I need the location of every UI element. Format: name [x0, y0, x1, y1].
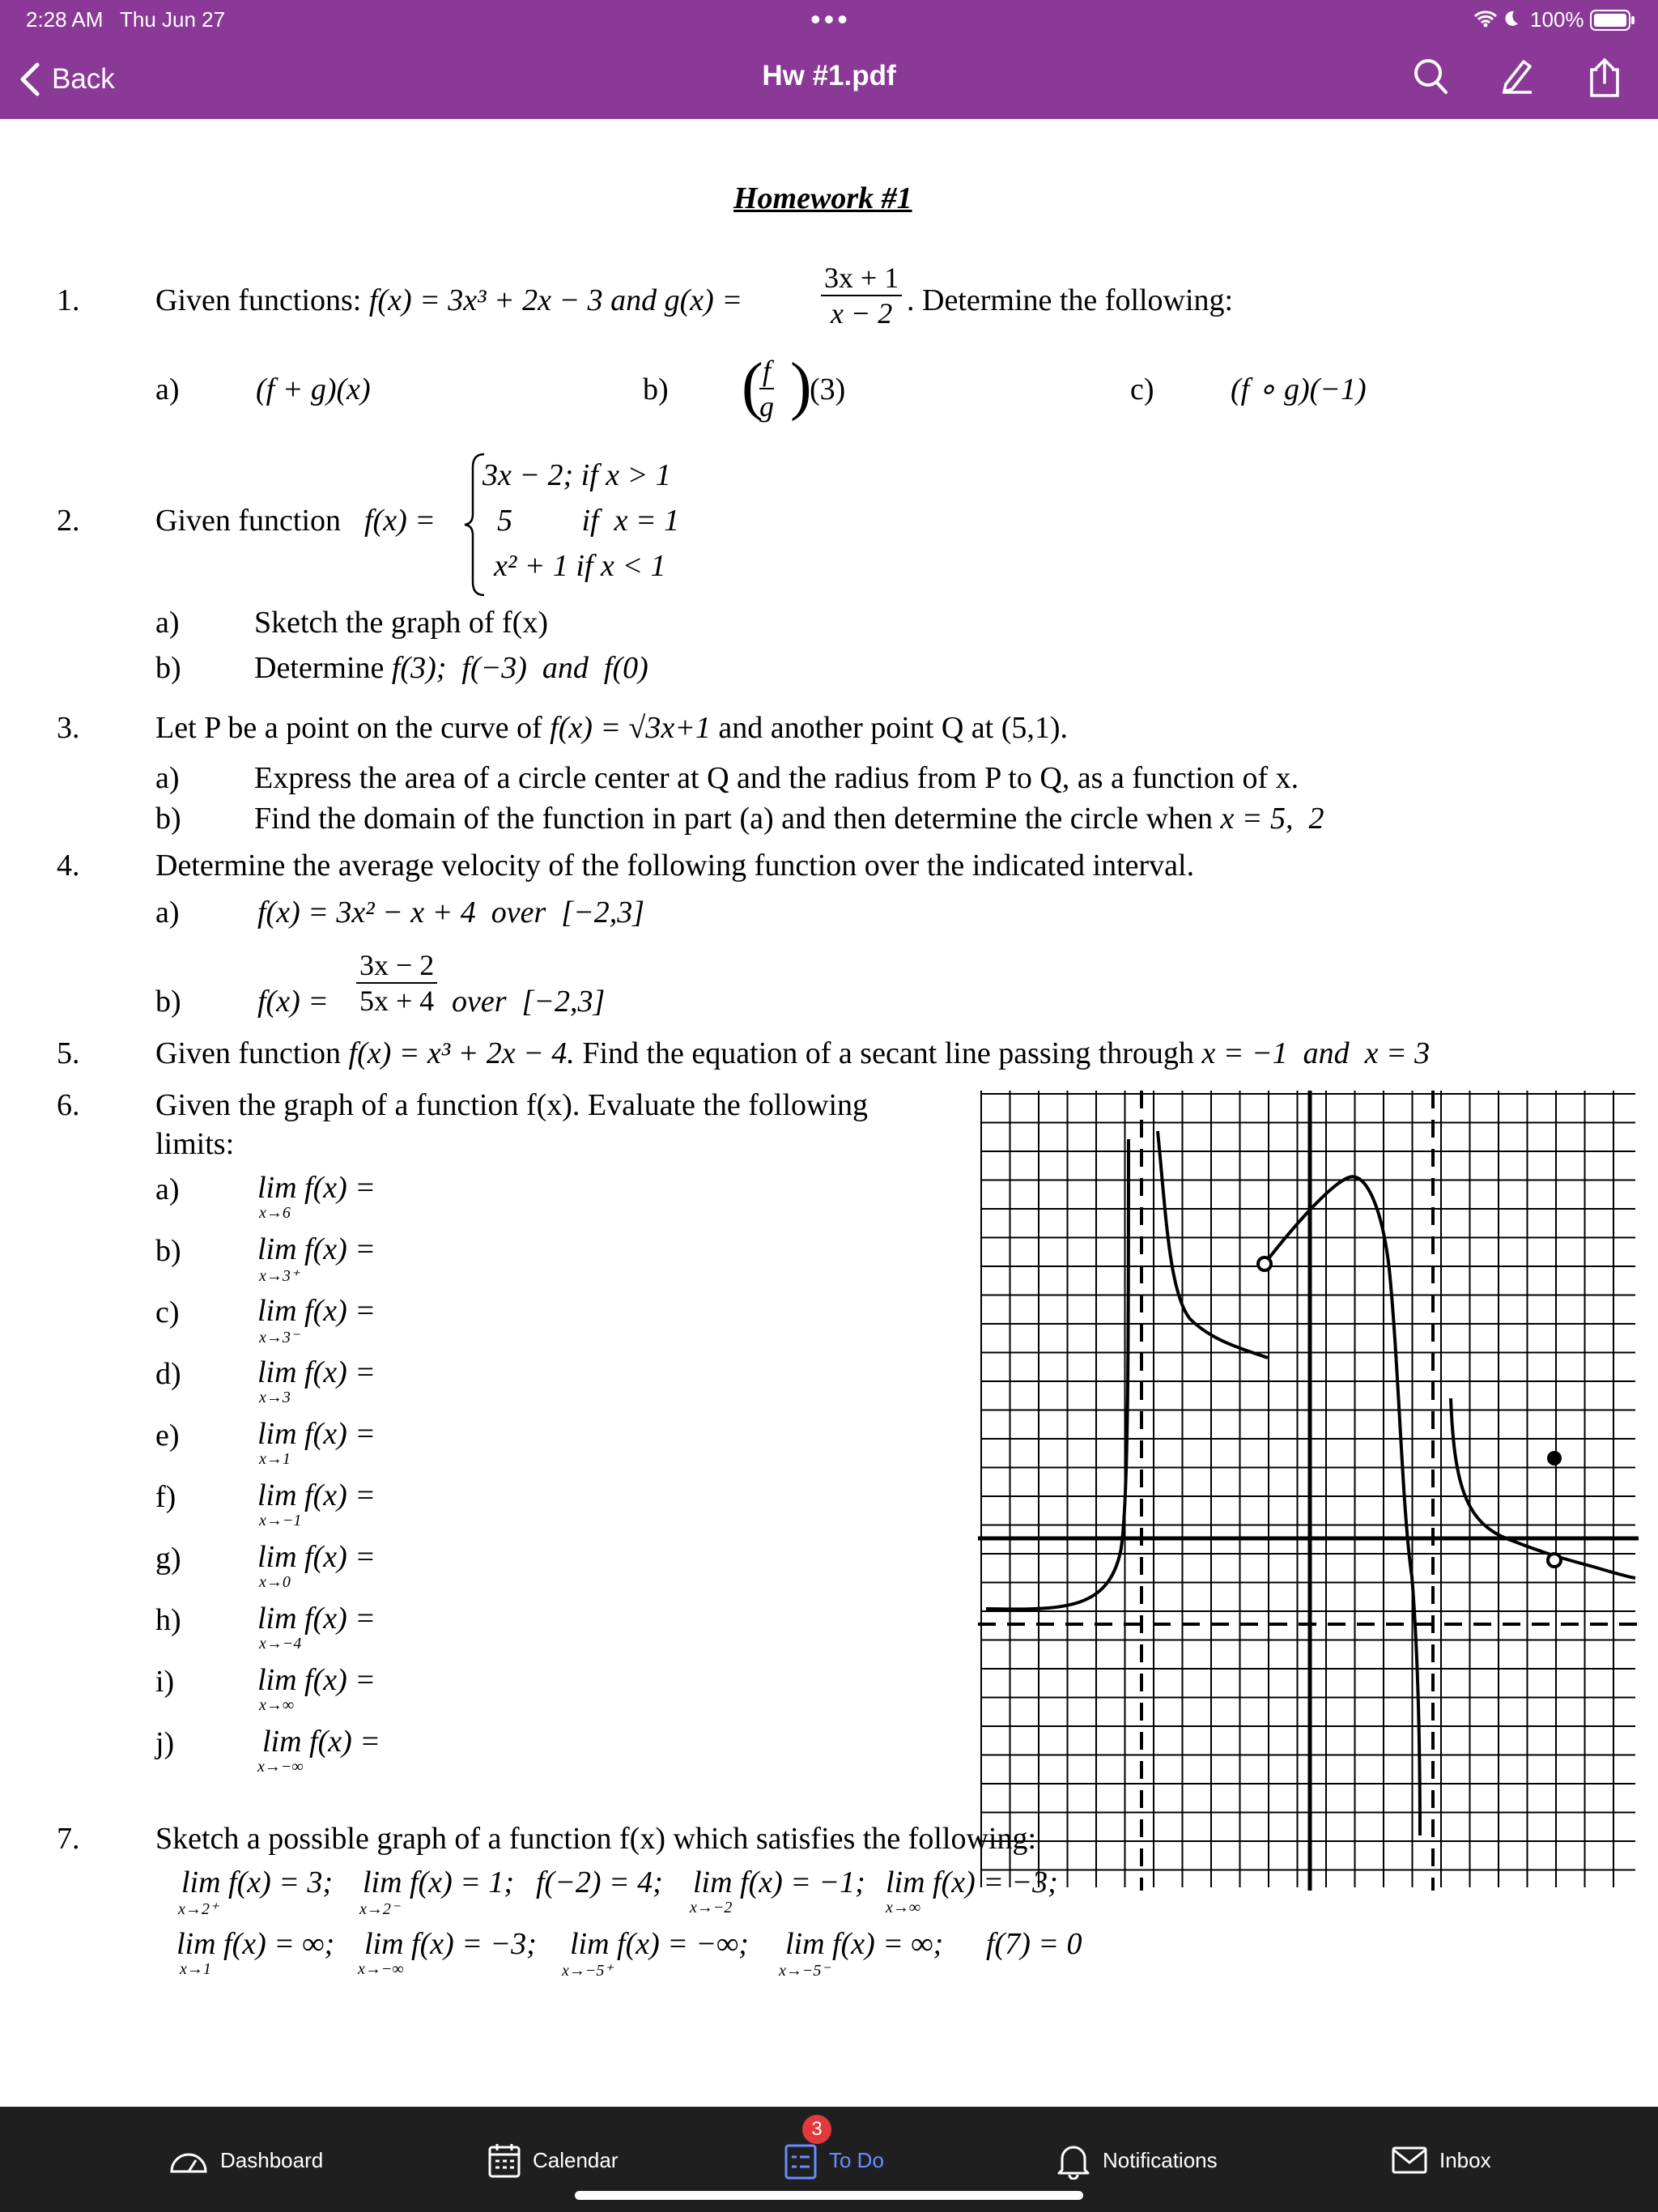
q6-limit-expr: lim f(x) = — [257, 1540, 376, 1574]
q4-b-label: b) — [155, 985, 181, 1019]
pdf-page — [0, 119, 1658, 2107]
q6-limit-expr: lim f(x) = — [257, 1602, 376, 1636]
q2-a-text: Sketch the graph of f(x) — [254, 606, 548, 640]
q6-limit-label: c) — [155, 1295, 180, 1329]
q2-b-pre: Determine — [254, 651, 385, 685]
q3-pre: Let P be a point on the curve of — [155, 711, 542, 745]
q6-limit-label: f) — [155, 1480, 176, 1514]
tab-dashboard[interactable] — [168, 2136, 323, 2184]
q6-limit-sub: x→3 — [259, 1389, 291, 1406]
q1-text — [155, 283, 742, 318]
back-label: Back — [52, 63, 115, 95]
wifi-icon — [1473, 10, 1498, 32]
more-dots-icon[interactable]: ••• — [810, 2, 851, 36]
q2-a-label: a) — [155, 606, 180, 640]
q6-limit-expr: lim f(x) = — [257, 1171, 376, 1205]
q3-b-expr: x = 5, 2 — [1220, 802, 1324, 836]
q3-point: (5,1). — [1001, 711, 1069, 745]
q1-a-label: a) — [155, 372, 180, 406]
q6-limit-label: g) — [155, 1542, 181, 1576]
q7-cond-sub: x→2⁺ — [178, 1900, 219, 1918]
share-icon[interactable] — [1587, 57, 1622, 103]
q6-limit-label: a) — [155, 1172, 180, 1206]
q1-b-arg: (3) — [810, 372, 846, 406]
q1-g-num: 3x + 1 — [821, 261, 902, 296]
tab-notifications-label: Notifications — [1103, 2147, 1218, 2172]
q4-b-fraction — [356, 948, 437, 1018]
q6-limit-sub: x→3⁺ — [259, 1267, 300, 1285]
closed-point — [1547, 1451, 1562, 1465]
q2-case3: x² + 1 if x < 1 — [494, 549, 666, 583]
document-title: Hw #1.pdf — [762, 60, 896, 91]
q7-text: Sketch a possible graph of a function f(x) which satisfies the following: — [155, 1822, 1037, 1856]
q3-a-text: Express the area of a circle center at Q and the radius from P to Q, as a function of x. — [254, 761, 1299, 795]
bell-icon — [1056, 2141, 1091, 2180]
annotate-pen-icon[interactable] — [1499, 57, 1535, 100]
q1-g-den: x − 2 — [831, 297, 893, 330]
q5-f: f(x) = x³ + 2x − 4. — [348, 1036, 575, 1070]
q1-a-expr: (f + g)(x) — [256, 372, 371, 406]
q7-cond-sub: x→2⁻ — [359, 1900, 400, 1918]
q1-g-lhs: g(x) = — [664, 283, 742, 317]
q7-cond: lim f(x) = 1; — [363, 1865, 515, 1899]
q7-cond: lim f(x) = ∞; — [785, 1927, 944, 1961]
q6-limit-label: h) — [155, 1603, 181, 1637]
battery-percent: 100% — [1530, 7, 1584, 32]
q2-b-text — [254, 650, 648, 686]
q5-text — [155, 1036, 1430, 1071]
q4-a-label: a) — [155, 895, 180, 929]
todo-icon — [784, 2141, 818, 2180]
q2-lhs: f(x) = — [364, 504, 436, 538]
q1-b-label: b) — [643, 372, 669, 406]
q6-limit-sub: x→−4 — [259, 1635, 302, 1653]
q7-cond-sub: x→∞ — [886, 1899, 921, 1916]
curve-right-branch — [1451, 1398, 1635, 1578]
q7-cond-sub: x→−5⁻ — [779, 1962, 830, 1980]
calendar-icon — [487, 2142, 521, 2179]
q6-limit-sub: x→0 — [259, 1573, 291, 1591]
q1-b-num: f — [759, 354, 774, 389]
q7-cond: lim f(x) = −3; — [364, 1927, 537, 1961]
q3-text — [155, 710, 1068, 746]
q3-f: f(x) = √3x+1 — [550, 711, 711, 745]
q7-cond: f(−2) = 4; — [536, 1865, 663, 1899]
todo-badge: 3 — [802, 2115, 831, 2144]
q4-a-expr: f(x) = 3x² − x + 4 over [−2,3] — [257, 895, 645, 929]
battery-icon — [1590, 10, 1635, 35]
tab-todo[interactable] — [784, 2136, 884, 2184]
q6-limit-expr: lim f(x) = — [257, 1355, 376, 1389]
q1-c-label: c) — [1130, 372, 1154, 406]
q7-cond-sub: x→1 — [180, 1960, 211, 1978]
q1-b-den: g — [759, 390, 774, 423]
q5-pre: Given function — [155, 1036, 342, 1070]
q6-limit-sub: x→1 — [259, 1450, 291, 1468]
q1-b-fraction — [759, 354, 774, 423]
q6-limit-expr: lim f(x) = — [262, 1725, 380, 1759]
moon-icon — [1503, 10, 1519, 32]
q6-number: 6. — [57, 1088, 80, 1122]
q6-limit-expr: lim f(x) = — [257, 1663, 376, 1697]
q5-number: 5. — [57, 1036, 80, 1070]
q6-limit-sub: x→∞ — [259, 1696, 295, 1714]
q6-limit-label: i) — [155, 1665, 175, 1699]
q3-a-label: a) — [155, 761, 180, 795]
q5-expr: x = −1 and x = 3 — [1201, 1036, 1431, 1070]
q3-b-text — [254, 801, 1324, 836]
q6-limit-sub: x→3⁻ — [259, 1329, 300, 1346]
q1-c-expr: (f ∘ g)(−1) — [1231, 372, 1367, 406]
q6-limit-label: d) — [155, 1357, 181, 1391]
q4-text: Determine the average velocity of the following function over the indicated interval. — [155, 849, 1195, 883]
q7-cond: lim f(x) = −∞; — [570, 1927, 749, 1961]
q3-number: 3. — [57, 711, 80, 745]
q3-b-sentence: Find the domain of the function in part (a) and then determine the circle when — [254, 802, 1213, 836]
q6-function-graph — [978, 1091, 1639, 1891]
q6-limit-sub: x→−∞ — [257, 1758, 304, 1776]
q6-limit-label: j) — [155, 1726, 175, 1760]
homework-heading: Homework #1 — [733, 181, 912, 215]
q6-limit-expr: lim f(x) = — [257, 1232, 376, 1266]
q6-line2: limits: — [155, 1127, 235, 1161]
q1-b-paren-close: ) — [790, 351, 812, 422]
q7-cond: lim f(x) = −3; — [886, 1865, 1058, 1899]
open-point — [1258, 1257, 1271, 1270]
q1-lead: Given functions: — [155, 283, 362, 317]
q2-case2: 5 if x = 1 — [497, 504, 680, 538]
q1-and: and — [610, 283, 657, 317]
q1-b-paren-open: ( — [742, 351, 763, 422]
q7-cond: lim f(x) = −1; — [693, 1865, 865, 1899]
q1-g-fraction — [821, 261, 902, 330]
tab-dashboard-label: Dashboard — [220, 2147, 324, 2172]
status-time: 2:28 AM — [26, 7, 104, 32]
q6-limit-label: b) — [155, 1234, 181, 1268]
q2-number: 2. — [57, 504, 80, 538]
tab-notifications[interactable] — [1056, 2136, 1218, 2184]
q4-b-den: 5x + 4 — [359, 985, 435, 1017]
tab-inbox-label: Inbox — [1439, 2147, 1491, 2172]
q4-number: 4. — [57, 849, 80, 883]
tab-inbox[interactable] — [1391, 2136, 1491, 2184]
q6-limit-label: e) — [155, 1419, 180, 1453]
dashboard-icon — [168, 2144, 209, 2176]
q2-case1: 3x − 2; if x > 1 — [483, 458, 671, 492]
q4-b-num: 3x − 2 — [356, 948, 437, 984]
q6-limit-sub: x→6 — [259, 1204, 291, 1222]
q5-post: Find the equation of a secant line passing through — [582, 1036, 1194, 1070]
q1-tail: . Determine the following: — [907, 283, 1234, 317]
q6-line1: Given the graph of a function f(x). Evaluate the following — [155, 1088, 869, 1122]
q7-cond: lim f(x) = ∞; — [176, 1927, 335, 1961]
q7-cond: lim f(x) = 3; — [181, 1865, 334, 1899]
q4-b-lhs: f(x) = — [257, 985, 329, 1019]
q6-limit-expr: lim f(x) = — [257, 1417, 376, 1451]
q6-limit-expr: lim f(x) = — [257, 1478, 376, 1512]
q1-number: 1. — [57, 283, 80, 317]
q6-limit-expr: lim f(x) = — [257, 1294, 376, 1328]
q1-f: f(x) = 3x³ + 2x − 3 — [368, 283, 603, 317]
status-date: Thu Jun 27 — [120, 7, 226, 32]
tab-calendar-label: Calendar — [533, 2147, 619, 2172]
q7-cond-sub: x→−∞ — [358, 1960, 404, 1978]
search-icon[interactable] — [1413, 57, 1448, 100]
tab-calendar[interactable] — [487, 2136, 619, 2184]
q3-post: and another point Q at — [718, 711, 994, 745]
top-bar — [0, 0, 1658, 119]
q7-cond-sub: x→−2 — [690, 1899, 733, 1916]
q3-b-label: b) — [155, 802, 181, 836]
q6-limit-sub: x→−1 — [259, 1512, 302, 1529]
tab-todo-label: To Do — [829, 2147, 884, 2172]
inbox-envelope-icon — [1391, 2146, 1428, 2175]
q7-cond-sub: x→−5⁺ — [562, 1962, 613, 1980]
q2-b-expr: f(3); f(−3) and f(0) — [391, 651, 648, 685]
q2-b-label: b) — [155, 651, 181, 685]
q2-lead: Given function — [155, 504, 342, 538]
open-point — [1548, 1554, 1561, 1567]
curve-middle-branch — [1265, 1176, 1420, 1836]
q7-number: 7. — [57, 1822, 80, 1856]
home-indicator[interactable] — [575, 2191, 1083, 2200]
q4-b-over: over [−2,3] — [452, 985, 606, 1019]
q7-cond: f(7) = 0 — [986, 1927, 1082, 1961]
